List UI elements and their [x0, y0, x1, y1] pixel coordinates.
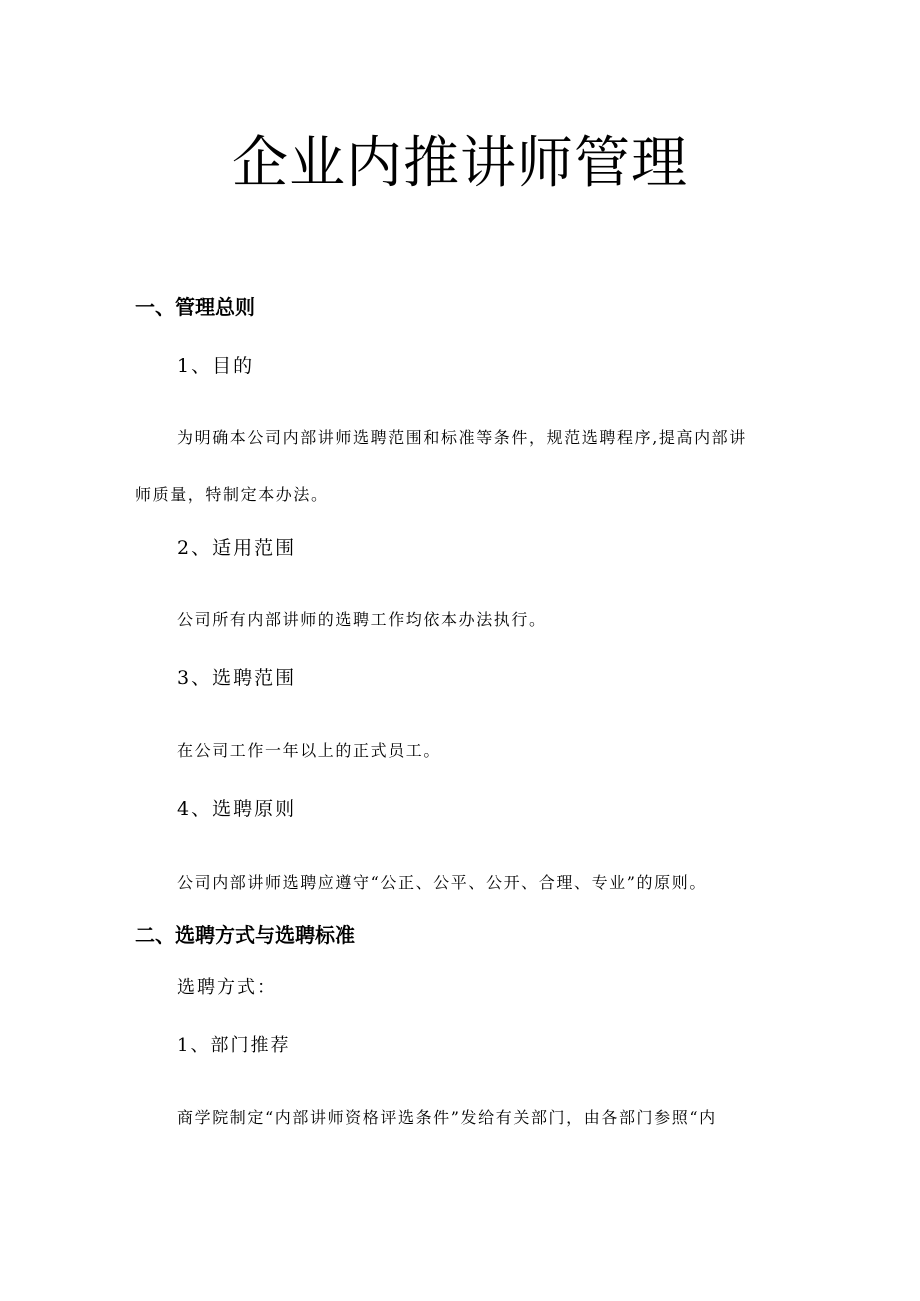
paragraph-purpose-line-2: 师质量，特制定本办法。	[135, 485, 329, 504]
paragraph-selection-range: 在公司工作一年以上的正式员工。	[177, 741, 442, 760]
document-title: 企业内推讲师管理	[232, 131, 688, 196]
paragraph-department-recommendation: 商学院制定“内部讲师资格评选条件”发给有关部门，由各部门参照“内	[177, 1108, 717, 1127]
paragraph-purpose-line-1: 为明确本公司内部讲师选聘范围和标准等条件，规范选聘程序,提高内部讲	[177, 428, 747, 447]
selection-method-label: 选聘方式：	[177, 977, 277, 998]
subheading-department-recommendation: 1、部门推荐	[177, 1035, 291, 1056]
paragraph-scope: 公司所有内部讲师的选聘工作均依本办法执行。	[177, 610, 547, 629]
section-heading-general-rules: 一、管理总则	[135, 295, 255, 319]
subheading-selection-principle: 4、选聘原则	[177, 798, 297, 820]
subheading-purpose: 1、目的	[177, 355, 255, 377]
subheading-selection-range: 3、选聘范围	[177, 667, 297, 689]
paragraph-purpose	[135, 426, 785, 540]
subheading-scope: 2、适用范围	[177, 537, 297, 559]
section-heading-selection-methods: 二、选聘方式与选聘标准	[135, 923, 355, 947]
paragraph-selection-principle: 公司内部讲师选聘应遵守“公正、公平、公开、合理、专业”的原则。	[177, 873, 707, 892]
